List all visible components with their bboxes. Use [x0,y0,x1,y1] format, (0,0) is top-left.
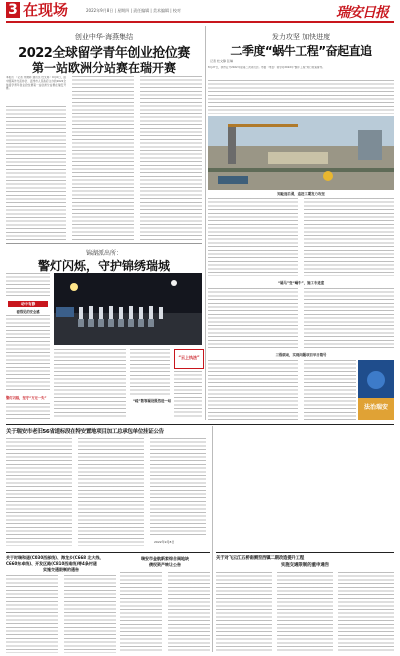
story-1-kicker: 创业中华·海燕集结 [74,33,134,41]
page-number: 3 [8,2,18,18]
story-2-photo-construction [208,116,394,190]
column-divider-lower [212,426,213,652]
story-6 [120,552,210,654]
story-5-title-line3: 实施交通限制的通告 [43,567,79,572]
story-7-title-line2: 实施交通限制的重申通告 [280,563,330,568]
section-name: 在现场 [23,1,69,19]
story-1-title-line2: 第一站欧洲分站赛在瑞开赛 [31,61,176,75]
story-6-title-line2: 债权资产转让公告 [149,562,181,567]
issue-weekday: 星期四 [117,8,130,13]
story-7-title-line1: 关于对飞云江五桥南侧至西镇二期改造提升工程 [216,556,305,561]
story-2-body-mid-col1 [208,198,298,276]
date-line: 2022年9月8日 | 星期四 | 责任编辑 | 美术编辑 | 校对 [86,8,181,13]
ad-banner [358,360,394,420]
story-3-side-col [6,315,50,391]
story-3-top-rule [6,243,202,244]
story-3-side-head [8,301,48,307]
story-5-title-line2: C660东卓线)、开发区路(C810西南线)等4条村道 [6,561,97,566]
story-2-body-top [208,80,394,114]
story-2-photo1-caption: 知耻而后勇，追赶工期发力攻坚 [277,192,325,196]
story-6-body-col1 [120,572,162,652]
story-7 [216,552,394,654]
story-5 [6,552,116,654]
story-7-body-col2 [277,572,333,652]
story-4-top-rule [6,424,394,425]
story-7-body-col3 [338,572,394,652]
story-3-kicker: 锦湖派出所： [85,250,122,257]
story-3-title: 警灯闪烁，守护锦绣瑞城 [37,259,170,273]
story-2-photo3-caption: 三级联动，实现问题项目早日销号 [275,353,327,357]
story-4-body-col3 [150,438,206,538]
story-1-body-col2 [72,76,134,240]
ad-banner-text: 法治瑞安 [363,404,388,411]
story-5-body-col2 [64,575,116,653]
column-divider [205,26,206,420]
story-4-title: 关于瑞安市老旧56省道标段在特安置地项目加工总承包单位挂证公告 [6,429,164,435]
proofreader-label: 校对 [172,8,181,13]
story-3-bottom-head: 警灯闪烁，坚守“万无一失” [6,396,47,400]
story-1 [6,24,202,242]
paper-logo: 瑞安日报 [336,5,388,21]
story-2-photo2-caption: “疑马”变“蜗牛”，施工专进度 [277,281,325,285]
story-3-side-head-text: 动中有静 [20,302,36,306]
story-5-body-col1 [6,575,58,653]
story-2-body-end-col1 [208,360,298,420]
story-3 [6,243,202,421]
story-2-body-intro: 8月27日，我市召开2022年度第二次动员会。市委（市县）领导对2022年“蜗牛工程”进行检查督导。 [208,66,325,69]
story-3-photo-police-parade [54,273,202,345]
story-3-bottom-sub: “疏”散等疑设既然进一站 [132,399,172,403]
story-4-body-col2 [78,438,144,546]
story-3-badge-image [174,349,204,369]
story-7-body-col1 [216,572,272,652]
masthead [0,0,400,24]
story-2-byline: 记者 杜文静 张琳 [210,59,233,63]
story-3-body-col2 [54,349,126,419]
story-3-body-col4 [174,371,202,419]
designer-label: 美术编辑 [153,8,169,13]
story-2-body-mid-col2 [304,198,394,276]
story-4-body-col1 [6,438,72,546]
story-2-kicker: 发力攻坚 加快进度 [271,33,331,41]
story-3-body-col3 [130,349,170,395]
story-2 [208,24,394,424]
story-2-body-end-col2 [304,360,356,420]
story-3-side-sub: 看得见的安全感 [16,310,40,314]
page-number-badge [6,2,20,18]
story-1-body-intro: 本报讯 （记者 朱晓彬 通讯员 杜文婷）9月6日，由中国海外交流协会、温州市人民政府主办的2022全球留学青年创业抢位赛第一站欧洲分站赛在瑞安开赛。 [6,76,66,91]
story-3-intro-col [6,273,50,299]
story-4-date: 2022年9月8日 [154,540,175,544]
small-badge-text: “云上执法” [178,355,200,360]
story-4 [6,424,394,550]
story-6-title-line1: 瑞安市金航新家综合阀地块 [141,556,189,561]
story-2-body-low-col2 [304,288,394,348]
story-1-title-line1: 2022全球留学青年创业抢位赛 [18,46,190,61]
story-5-title-line1: 关于时瑞和道(C030西部线)、海龙乡(C668 北大线、 [6,555,104,560]
story-1-body-col1 [6,106,66,240]
masthead-rule [6,21,394,23]
story-2-body-low-col1 [208,288,298,348]
story-7-top-rule [216,552,394,553]
story-2-title: 二季度“蜗牛工程”奋起直追 [230,44,372,58]
editor-label: 责任编辑 [133,8,150,13]
story-6-body-col2 [168,572,210,652]
story-3-bottom-col [6,403,50,419]
story-1-body-col3 [140,76,202,240]
issue-date: 2022年9月8日 [86,8,114,13]
